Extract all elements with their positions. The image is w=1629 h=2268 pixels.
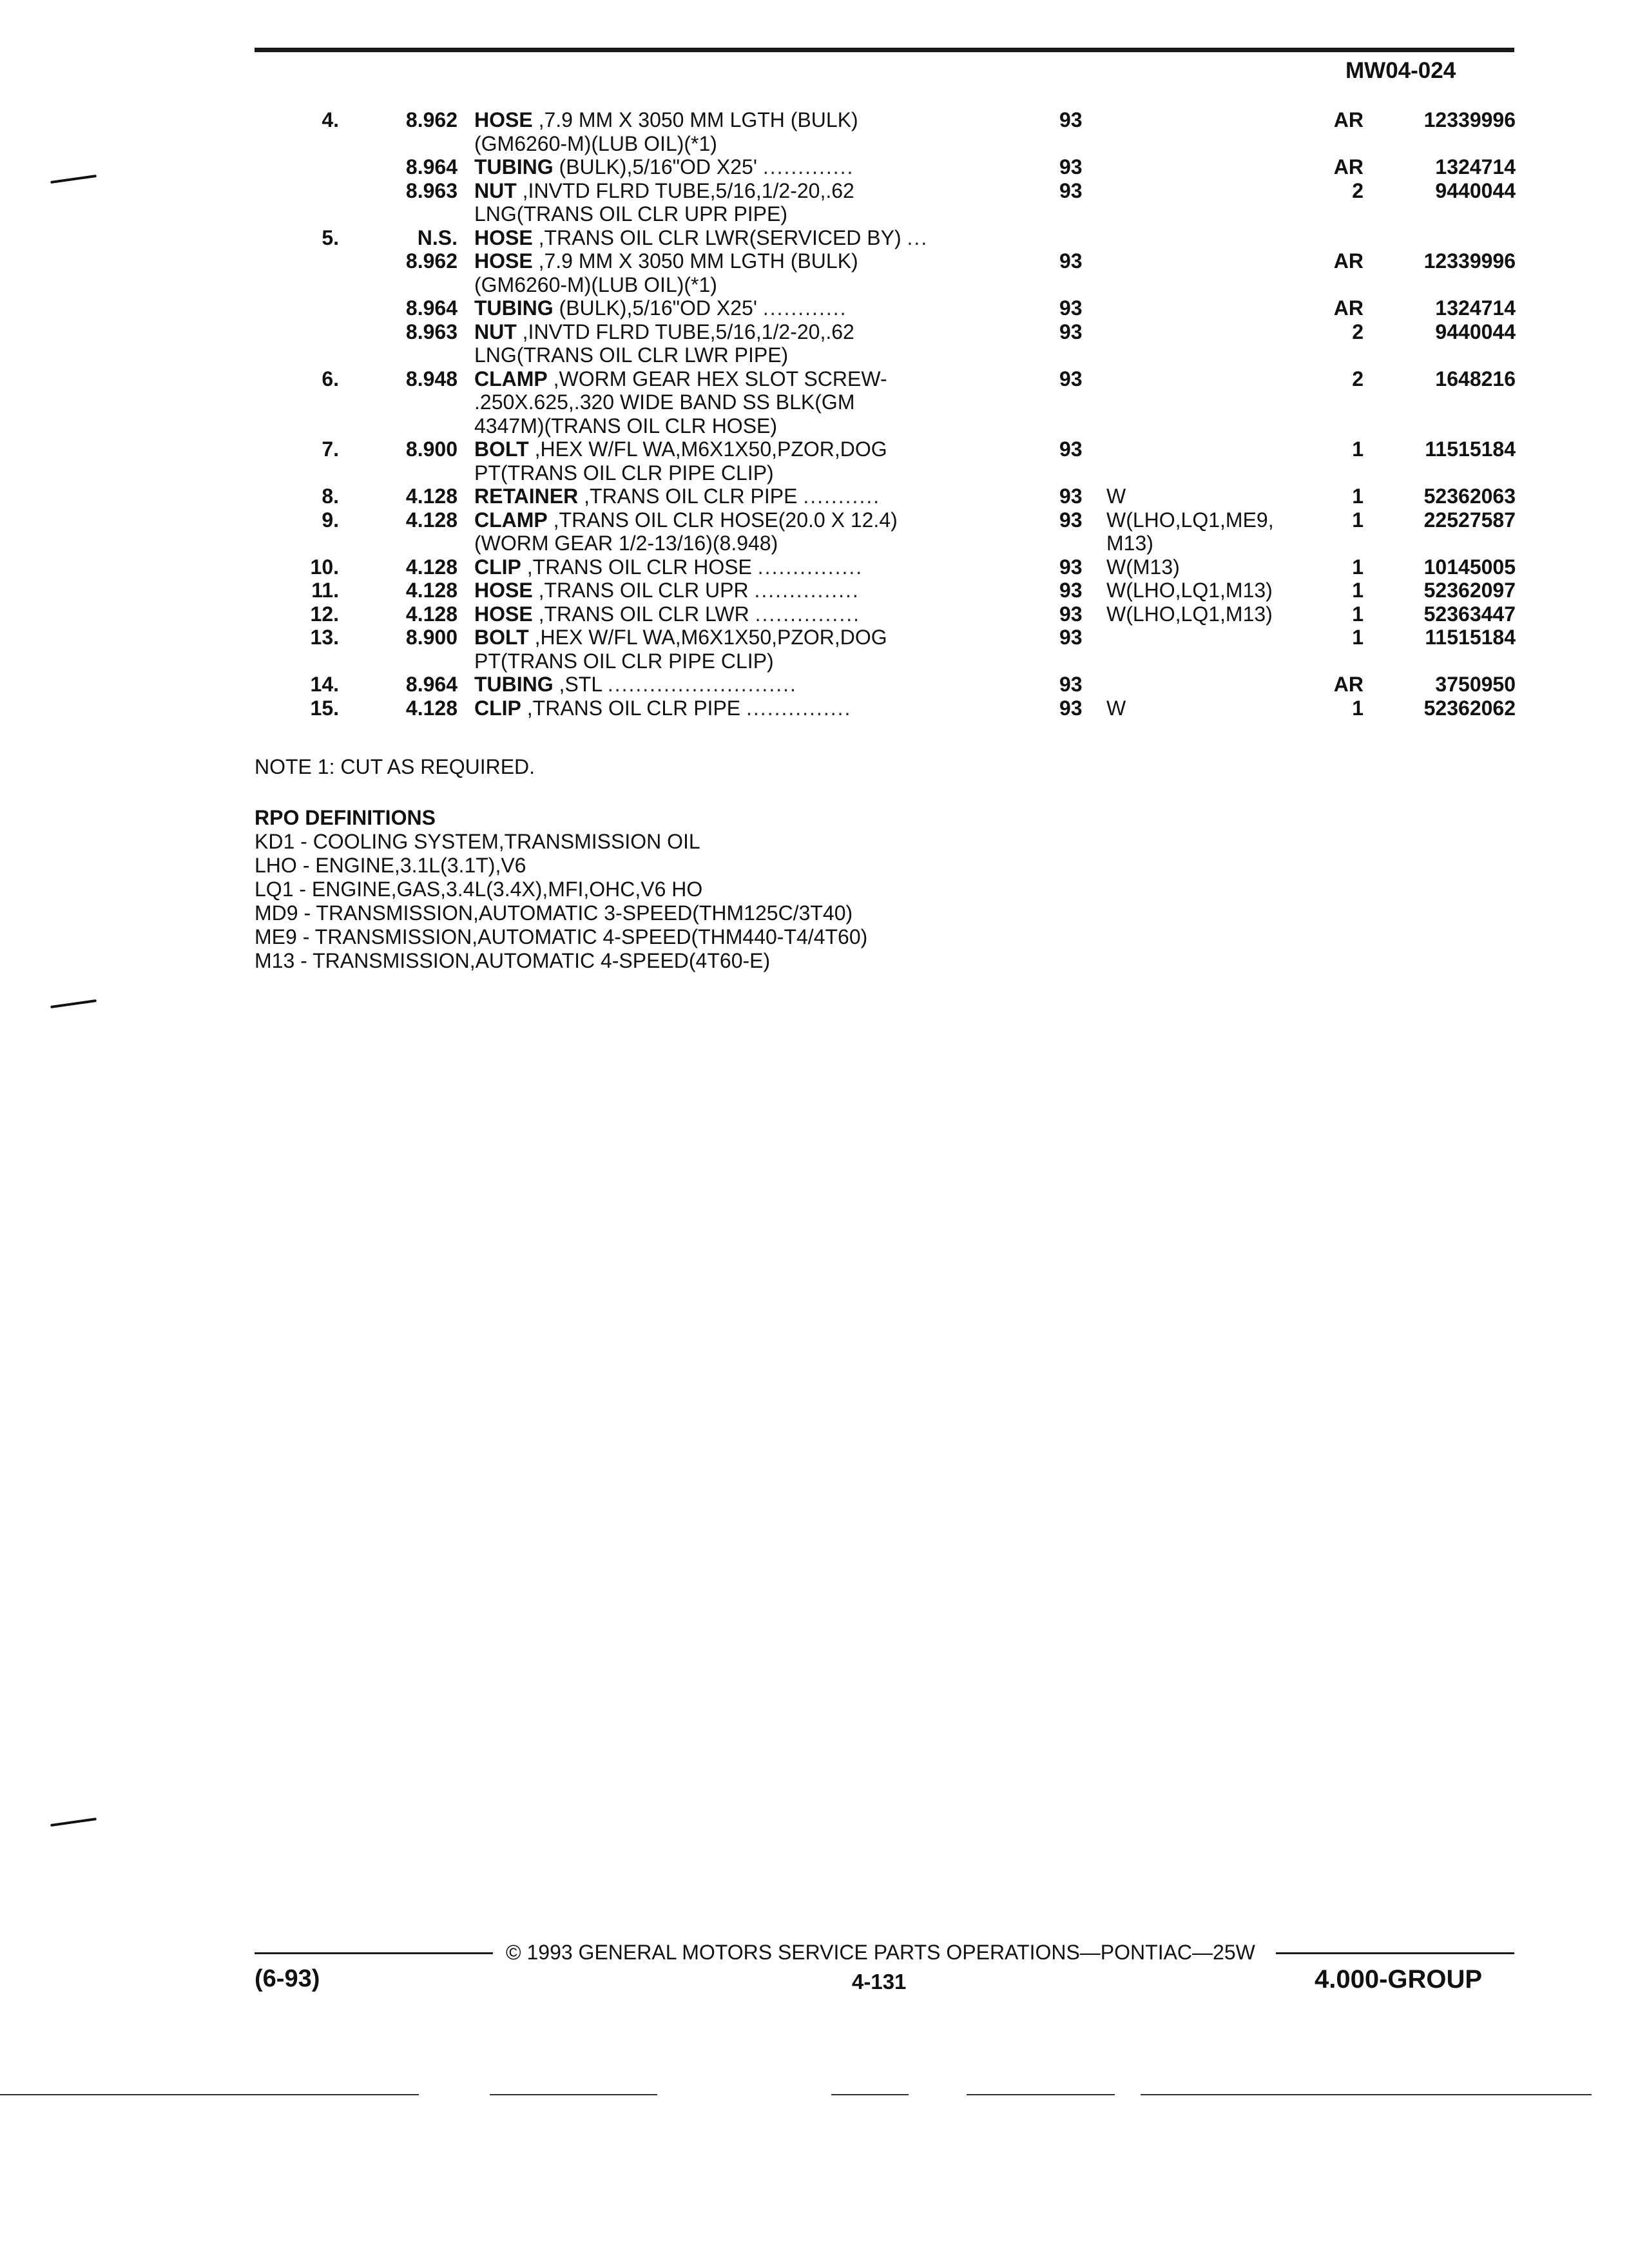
group-number: 8.963	[405, 320, 458, 343]
table-row	[284, 602, 1516, 626]
part-detail: (BULK),5/16"OD X25'	[559, 155, 757, 178]
group-number: 4.128	[405, 696, 458, 720]
part-description	[474, 202, 1254, 226]
table-row	[284, 532, 1516, 555]
scan-mark	[50, 175, 97, 184]
ref-number: 7.	[322, 437, 339, 461]
part-detail: 4347M)(TRANS OIL CLR HOSE)	[474, 414, 778, 437]
model-year: 93	[1059, 696, 1083, 720]
table-row	[284, 296, 1516, 320]
model-year: 93	[1059, 367, 1083, 390]
part-number: 52363447	[1423, 602, 1516, 626]
serial-usage: W	[1106, 485, 1126, 508]
scan-line	[967, 2094, 1115, 2095]
quantity: 1	[1352, 555, 1364, 579]
part-description	[474, 249, 1254, 273]
part-name: TUBING	[474, 673, 554, 696]
rpo-item: M13 - TRANSMISSION,AUTOMATIC 4-SPEED(4T60-E)	[255, 949, 771, 972]
serial-usage: W(M13)	[1106, 555, 1180, 579]
table-row	[284, 461, 1516, 485]
part-detail: ,TRANS OIL CLR HOSE	[526, 555, 752, 579]
quantity: 2	[1352, 367, 1364, 390]
part-description	[474, 226, 1254, 249]
part-name: BOLT	[474, 437, 529, 461]
table-row	[284, 108, 1516, 132]
part-number: 12339996	[1423, 249, 1516, 273]
dot-leader: ...............	[754, 579, 860, 602]
group-number: 4.128	[405, 555, 458, 579]
ref-number: 8.	[322, 485, 339, 508]
part-name: CLIP	[474, 696, 521, 720]
rpo-item: LQ1 - ENGINE,GAS,3.4L(3.4X),MFI,OHC,V6 HO	[255, 878, 703, 901]
part-detail: (WORM GEAR 1/2-13/16)(8.948)	[474, 532, 778, 555]
part-detail: (BULK),5/16"OD X25'	[559, 296, 757, 320]
part-detail: ,TRANS OIL CLR PIPE	[526, 696, 741, 720]
note-1: NOTE 1: CUT AS REQUIRED.	[255, 755, 535, 778]
part-description	[474, 390, 1254, 414]
table-row	[284, 179, 1516, 203]
model-year: 93	[1059, 626, 1083, 649]
table-row	[284, 437, 1516, 461]
group-number: 8.948	[405, 367, 458, 390]
part-name: RETAINER	[474, 485, 579, 508]
footer-copyright: © 1993 GENERAL MOTORS SERVICE PARTS OPERATIONS—PONTIAC—25W	[506, 1941, 1255, 1964]
part-description	[474, 320, 1254, 343]
group-number: 8.900	[405, 437, 458, 461]
part-name: CLIP	[474, 555, 521, 579]
model-year: 93	[1059, 320, 1083, 343]
part-number: 22527587	[1423, 508, 1516, 532]
quantity: 1	[1352, 602, 1364, 626]
table-row	[284, 155, 1516, 179]
model-year: 93	[1059, 508, 1083, 532]
serial-usage: W(LHO,LQ1,ME9,	[1106, 508, 1274, 532]
quantity: 1	[1352, 485, 1364, 508]
dot-leader: .............	[762, 155, 854, 178]
table-row	[284, 390, 1516, 414]
ref-number: 4.	[322, 108, 339, 131]
part-description	[474, 461, 1254, 485]
part-name: NUT	[474, 320, 517, 343]
part-detail: ,HEX W/FL WA,M6X1X50,PZOR,DOG	[534, 626, 887, 649]
footer-rule-right	[1276, 1952, 1514, 1954]
table-row	[284, 249, 1516, 273]
part-name: HOSE	[474, 226, 533, 249]
part-description	[474, 343, 1254, 367]
footer-rule-left	[255, 1952, 493, 1954]
model-year: 93	[1059, 155, 1083, 178]
ref-number: 14.	[310, 673, 339, 696]
group-number: 8.962	[405, 249, 458, 273]
table-row	[284, 485, 1516, 508]
table-row	[284, 273, 1516, 297]
part-detail: ,7.9 MM X 3050 MM LGTH (BULK)	[538, 249, 858, 273]
part-number: 9440044	[1435, 178, 1516, 202]
part-detail: ,TRANS OIL CLR LWR	[538, 602, 749, 626]
part-description	[474, 673, 1254, 696]
part-number: 3750950	[1435, 673, 1516, 696]
table-row	[284, 226, 1516, 250]
part-detail: ,INVTD FLRD TUBE,5/16,1/2-20,.62	[522, 320, 854, 343]
part-detail: ,7.9 MM X 3050 MM LGTH (BULK)	[538, 108, 858, 131]
table-row	[284, 649, 1516, 673]
part-description	[474, 108, 1254, 131]
group-number: 8.964	[405, 673, 458, 696]
quantity: AR	[1333, 296, 1364, 320]
part-name: HOSE	[474, 249, 533, 273]
part-description	[474, 132, 1254, 155]
ref-number: 12.	[310, 602, 339, 626]
table-row	[284, 202, 1516, 226]
part-name: CLAMP	[474, 508, 548, 532]
parts-list	[284, 108, 1516, 720]
dot-leader: ...............	[755, 602, 860, 626]
serial-usage: W	[1106, 696, 1126, 720]
ref-number: 11.	[311, 579, 339, 602]
group-number: 8.964	[405, 296, 458, 320]
part-detail: ,TRANS OIL CLR LWR(SERVICED BY)	[538, 226, 901, 249]
part-description	[474, 367, 1254, 390]
rpo-title: RPO DEFINITIONS	[255, 806, 436, 829]
top-rule	[255, 48, 1514, 52]
part-name: HOSE	[474, 602, 533, 626]
dot-leader: ...........	[803, 485, 881, 508]
model-year: 93	[1059, 579, 1083, 602]
model-year: 93	[1059, 296, 1083, 320]
group-number: 8.900	[405, 626, 458, 649]
part-number: 1324714	[1435, 155, 1516, 178]
quantity: 1	[1352, 508, 1364, 532]
rpo-item: ME9 - TRANSMISSION,AUTOMATIC 4-SPEED(THM440-T4/4T60)	[255, 925, 868, 948]
rpo-item: KD1 - COOLING SYSTEM,TRANSMISSION OIL	[255, 830, 700, 853]
quantity: 1	[1352, 696, 1364, 720]
rpo-definitions	[255, 806, 867, 973]
part-detail: ,TRANS OIL CLR UPR	[538, 579, 749, 602]
part-detail: ,HEX W/FL WA,M6X1X50,PZOR,DOG	[534, 437, 887, 461]
part-description	[474, 437, 1254, 461]
model-year: 93	[1059, 555, 1083, 579]
scan-line	[490, 2094, 657, 2095]
model-year: 93	[1059, 178, 1083, 202]
group-number: 8.963	[405, 178, 458, 202]
scan-line	[1141, 2094, 1592, 2095]
part-detail: (GM6260-M)(LUB OIL)(*1)	[474, 131, 717, 155]
part-description	[474, 649, 1254, 673]
part-detail: ,TRANS OIL CLR PIPE	[584, 485, 798, 508]
quantity: 1	[1352, 437, 1364, 461]
part-number: 11515184	[1425, 437, 1516, 461]
quantity: 1	[1352, 626, 1364, 649]
group-number: 8.964	[405, 155, 458, 178]
scan-mark	[50, 999, 97, 1008]
quantity: AR	[1333, 155, 1364, 178]
scan-mark	[50, 1818, 97, 1827]
ref-number: 10.	[310, 555, 339, 579]
dot-leader: ...............	[757, 555, 863, 579]
quantity: AR	[1333, 108, 1364, 131]
group-number: N.S.	[417, 226, 458, 249]
part-number: 10145005	[1423, 555, 1516, 579]
model-year: 93	[1059, 249, 1083, 273]
dot-leader: ...............	[746, 696, 852, 720]
part-number: 12339996	[1423, 108, 1516, 131]
part-number: 52362097	[1423, 579, 1516, 602]
part-number: 9440044	[1435, 320, 1516, 343]
part-detail: PT(TRANS OIL CLR PIPE CLIP)	[474, 649, 774, 673]
part-number: 1324714	[1435, 296, 1516, 320]
table-row	[284, 579, 1516, 602]
part-name: HOSE	[474, 579, 533, 602]
part-name: NUT	[474, 178, 517, 202]
part-description	[474, 179, 1254, 202]
quantity: 1	[1352, 579, 1364, 602]
group-number: 4.128	[405, 602, 458, 626]
part-description	[474, 414, 1254, 437]
dot-leader: ...........................	[607, 673, 797, 696]
dot-leader: ............	[762, 296, 847, 320]
part-detail: ,STL	[559, 673, 602, 696]
ref-number: 15.	[310, 696, 339, 720]
group-number: 4.128	[405, 508, 458, 532]
part-description	[474, 296, 1254, 320]
group-number: 4.128	[405, 485, 458, 508]
part-name: HOSE	[474, 108, 533, 131]
serial-usage: M13)	[1106, 532, 1153, 555]
part-detail: ,INVTD FLRD TUBE,5/16,1/2-20,.62	[522, 178, 854, 202]
table-row	[284, 508, 1516, 532]
serial-usage: W(LHO,LQ1,M13)	[1106, 602, 1273, 626]
table-row	[284, 626, 1516, 649]
table-row	[284, 673, 1516, 697]
part-detail: ,WORM GEAR HEX SLOT SCREW-	[553, 367, 887, 390]
table-row	[284, 555, 1516, 579]
footer-date: (6-93)	[255, 1965, 320, 1992]
ref-number: 9.	[322, 508, 339, 532]
group-number: 8.962	[405, 108, 458, 131]
scan-line	[0, 2094, 419, 2095]
part-name: BOLT	[474, 626, 529, 649]
table-row	[284, 697, 1516, 720]
part-detail: ,TRANS OIL CLR HOSE(20.0 X 12.4)	[553, 508, 898, 532]
table-row	[284, 414, 1516, 438]
model-year: 93	[1059, 485, 1083, 508]
table-row	[284, 132, 1516, 156]
part-detail: LNG(TRANS OIL CLR LWR PIPE)	[474, 343, 789, 367]
ref-number: 13.	[310, 626, 339, 649]
group-number: 4.128	[405, 579, 458, 602]
part-name: TUBING	[474, 296, 554, 320]
part-number: 1648216	[1435, 367, 1516, 390]
table-row	[284, 343, 1516, 367]
quantity: 2	[1352, 178, 1364, 202]
model-year: 93	[1059, 437, 1083, 461]
table-row	[284, 320, 1516, 344]
quantity: 2	[1352, 320, 1364, 343]
part-detail: PT(TRANS OIL CLR PIPE CLIP)	[474, 461, 774, 485]
part-name: CLAMP	[474, 367, 548, 390]
ref-number: 5.	[322, 226, 339, 249]
part-description	[474, 155, 1254, 178]
part-number: 11515184	[1425, 626, 1516, 649]
document-id: MW04-024	[1345, 58, 1456, 83]
rpo-item: MD9 - TRANSMISSION,AUTOMATIC 3-SPEED(THM125C/3T40)	[255, 901, 853, 925]
rpo-item: LHO - ENGINE,3.1L(3.1T),V6	[255, 854, 526, 877]
scan-line	[831, 2094, 909, 2095]
dot-leader: ...	[907, 226, 929, 249]
part-number: 52362062	[1423, 696, 1516, 720]
model-year: 93	[1059, 602, 1083, 626]
part-description	[474, 626, 1254, 649]
part-detail: LNG(TRANS OIL CLR UPR PIPE)	[474, 202, 788, 226]
footer-page-number: 4-131	[852, 1970, 907, 1994]
quantity: AR	[1333, 249, 1364, 273]
serial-usage: W(LHO,LQ1,M13)	[1106, 579, 1273, 602]
part-number: 52362063	[1423, 485, 1516, 508]
part-description	[474, 273, 1254, 296]
ref-number: 6.	[322, 367, 339, 390]
part-detail: .250X.625,.320 WIDE BAND SS BLK(GM	[474, 390, 855, 414]
model-year: 93	[1059, 108, 1083, 131]
model-year: 93	[1059, 673, 1083, 696]
part-name: TUBING	[474, 155, 554, 178]
quantity: AR	[1333, 673, 1364, 696]
table-row	[284, 367, 1516, 391]
footer-group: 4.000-GROUP	[1315, 1965, 1483, 1994]
part-detail: (GM6260-M)(LUB OIL)(*1)	[474, 273, 717, 296]
